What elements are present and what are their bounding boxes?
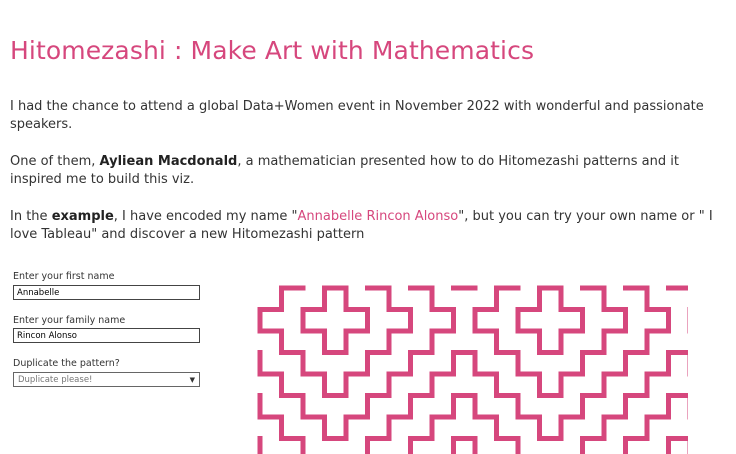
first-name-input[interactable] [13,285,200,300]
family-name-input[interactable] [13,328,200,343]
pattern-lines [260,288,688,454]
p3-pre: In the [10,209,52,224]
duplicate-selected-value: Duplicate please! [18,374,93,385]
p2-pre: One of them, [10,154,100,169]
duplicate-label: Duplicate the pattern? [13,358,120,369]
intro-paragraph-1: I had the chance to attend a global Data+Women event in November 2022 with wonderful and passionate speakers. [10,99,704,132]
p2-post: , a mathematician presented how to do Hitomezashi patterns and it inspired me to build this viz. [10,154,679,187]
example-word: example [51,209,114,224]
p3-mid1: , I have encoded my name " [113,209,298,224]
intro-paragraph-2 [10,153,730,189]
hitomezashi-pattern [256,283,688,454]
speaker-name: Ayliean Macdonald [99,154,238,169]
family-name-label: Enter your family name [13,315,126,326]
first-name-label: Enter your first name [13,271,115,282]
duplicate-select[interactable] [13,372,200,387]
p3-mid2: ", but you can try your own name or " I love Tableau" and discover a new Hitomezashi pattern [10,209,713,242]
intro-paragraph-3 [10,208,730,244]
encoded-name: Annabelle Rincon Alonso [297,209,459,224]
page-title: Hitomezashi : Make Art with Mathematics [10,36,535,65]
chevron-down-icon: ▼ [189,375,195,384]
